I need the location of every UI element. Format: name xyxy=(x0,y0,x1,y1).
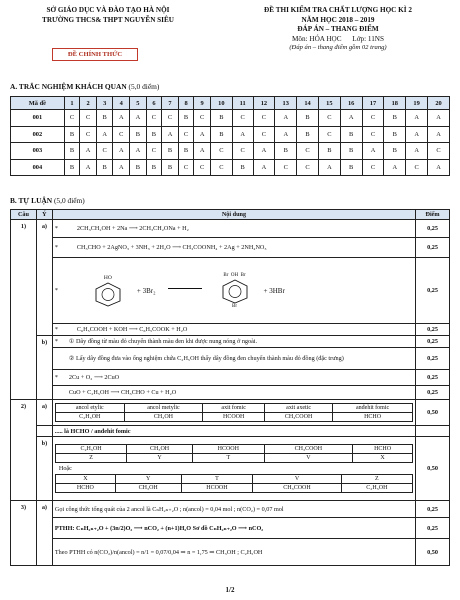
equation-text: C₆H₅COOH + KOH ⟶ C₆H₅COOK + H₂O xyxy=(76,326,188,333)
answer-cell: B xyxy=(384,143,406,160)
mc-header-question: 3 xyxy=(96,97,113,110)
bullet: * xyxy=(54,326,58,333)
answer-cell: B xyxy=(64,159,80,176)
answer-cell: C xyxy=(253,126,275,143)
part-label: a) xyxy=(36,220,52,336)
answer-cell: B xyxy=(146,159,162,176)
benzene-ring-icon xyxy=(220,278,250,304)
answer-cell: C xyxy=(232,143,253,160)
exam-code-cell: 001 xyxy=(11,110,65,127)
mc-header-question: 19 xyxy=(406,97,428,110)
mapping-table-1 xyxy=(55,444,413,463)
q1b-row-4 xyxy=(11,386,450,400)
points-cell: 0,25 xyxy=(416,324,450,336)
compound-formula-cell: HCOOH xyxy=(203,413,265,422)
answer-cell: A xyxy=(362,143,384,160)
answer-cell: A xyxy=(113,143,130,160)
mapping-table-2 xyxy=(55,474,413,493)
mapping-formula-cell: CH₃COOH xyxy=(264,445,352,454)
answer-cell: B xyxy=(210,126,232,143)
answer-cell: C xyxy=(113,126,130,143)
compound-name-cell: ancol etylic xyxy=(55,404,124,413)
section-a-points: (5,0 điểm) xyxy=(128,82,160,91)
answer-cell: C xyxy=(362,126,384,143)
exam-code-cell: 002 xyxy=(11,126,65,143)
exam-code-cell: 003 xyxy=(11,143,65,160)
empty-points-cell xyxy=(416,426,450,437)
part-label: a) xyxy=(36,501,52,566)
mc-header-question: 14 xyxy=(297,97,319,110)
answer-cell: C xyxy=(96,143,113,160)
part-label: b) xyxy=(36,336,52,400)
q1a-row-2 xyxy=(11,238,450,258)
section-a-heading xyxy=(10,82,159,91)
answer-cell: A xyxy=(130,110,147,127)
answer-cell: C xyxy=(232,110,253,127)
answer-cell: A xyxy=(194,126,211,143)
answer-cell: A xyxy=(80,143,97,160)
mc-header-question: 10 xyxy=(210,97,232,110)
answer-cell: C xyxy=(297,143,319,160)
answer-cell: A xyxy=(340,110,362,127)
compound-formula-cell: CH₃OH xyxy=(124,413,203,422)
mapping-letter-row xyxy=(55,454,412,463)
mapping-letter-cell: Z xyxy=(341,475,412,484)
mc-header-question: 2 xyxy=(80,97,97,110)
mapping-formula-row xyxy=(55,484,412,493)
answer-cell: B xyxy=(318,143,340,160)
answer-cell: A xyxy=(253,159,275,176)
q2a-note-row xyxy=(11,426,450,437)
answer-cell: B xyxy=(162,143,179,160)
points-cell: 0,25 xyxy=(416,238,450,258)
mc-header-question: 4 xyxy=(113,97,130,110)
bullet: * xyxy=(54,374,58,381)
identification-cell xyxy=(52,400,415,426)
equation-cell xyxy=(52,220,415,238)
points-cell: 0,25 xyxy=(416,370,450,386)
mc-header-question: 13 xyxy=(275,97,297,110)
answer-cell: A xyxy=(232,126,253,143)
mapping-formula-cell: C₂H₅OH xyxy=(55,445,126,454)
compound-name-row xyxy=(55,404,412,413)
q3-row-2 xyxy=(11,518,450,539)
school-name: TRƯỜNG THCS& THPT NGUYỄN SIÊU xyxy=(42,15,174,24)
mapping-formula-cell: CH₃OH xyxy=(115,484,181,493)
exam-code-cell: 004 xyxy=(11,159,65,176)
mapping-formula-cell: HCOOH xyxy=(192,445,264,454)
points-cell: 0,25 xyxy=(416,348,450,370)
mc-header-question: 7 xyxy=(162,97,179,110)
tribromophenol-structure: Br OH Br Br xyxy=(220,273,250,309)
answer-cell: C xyxy=(406,159,428,176)
answer-cell: C xyxy=(297,159,319,176)
page-number: 1/2 xyxy=(225,586,235,594)
q3-row-1 xyxy=(11,501,450,518)
mc-header-question: 5 xyxy=(130,97,147,110)
answer-cell: B xyxy=(130,159,147,176)
mapping-letter-cell: X xyxy=(353,454,413,463)
answer-cell: B xyxy=(96,159,113,176)
answer-cell: B xyxy=(130,126,147,143)
section-b-heading xyxy=(10,196,85,205)
answer-cell: B xyxy=(384,110,406,127)
mapping-formula-cell: C₂H₅OH xyxy=(341,484,412,493)
compound-name-cell: axit fomic xyxy=(203,404,265,413)
mc-header-question: 11 xyxy=(232,97,253,110)
question-number: 2) xyxy=(11,400,37,501)
compound-formula-cell: CH₃COOH xyxy=(265,413,333,422)
bullet: * xyxy=(54,225,58,232)
answer-cell: A xyxy=(406,143,428,160)
mapping-formula-cell: CH₃OH xyxy=(127,445,193,454)
mc-row xyxy=(11,126,450,143)
q1b-row-2 xyxy=(11,348,450,370)
answer-cell: B xyxy=(275,143,297,160)
answer-cell: A xyxy=(384,159,406,176)
answer-cell: B xyxy=(96,110,113,127)
points-cell: 0,25 xyxy=(416,336,450,348)
mc-row xyxy=(11,110,450,127)
points-cell: 0,25 xyxy=(416,258,450,324)
mapping-formula-cell: HCHO xyxy=(353,445,413,454)
part-label: b) xyxy=(36,437,52,501)
answer-cell: A xyxy=(428,126,450,143)
answer-cell: B xyxy=(297,126,319,143)
answer-cell: B xyxy=(178,110,194,127)
points-cell: 0,25 xyxy=(416,386,450,400)
answer-cell: C xyxy=(64,110,80,127)
answer-cell: A xyxy=(406,126,428,143)
compound-formula-cell: HCHO xyxy=(333,413,413,422)
subject-line: Môn: HÓA HỌC Lớp: 11NS xyxy=(292,34,384,43)
section-a-label: A. TRẮC NGHIỆM KHÁCH QUAN xyxy=(10,82,127,91)
q2a-row xyxy=(11,400,450,426)
q3-row-3 xyxy=(11,539,450,566)
answer-cell: B xyxy=(64,143,80,160)
answer-cell: C xyxy=(178,159,194,176)
answer-cell: C xyxy=(146,143,162,160)
mapping-letter-row xyxy=(55,475,412,484)
part-label: a) xyxy=(36,400,52,426)
mapping-formula-cell: CH₃COOH xyxy=(253,484,341,493)
points-cell: 0,50 xyxy=(416,539,450,566)
bullet: * xyxy=(54,244,58,251)
compound-formula-cell: C₂H₅OH xyxy=(55,413,124,422)
answer-cell: C xyxy=(194,110,211,127)
answer-cell: C xyxy=(428,143,450,160)
equation-text: 2Cu + O₂ ⟶ 2CuO xyxy=(68,374,120,381)
answer-cell: B xyxy=(232,159,253,176)
mc-header-question: 20 xyxy=(428,97,450,110)
equation-cell: * HO + 3Br₂ Br OH Br Br + 3HBr xyxy=(52,258,415,324)
phenol-structure: HO xyxy=(93,275,123,307)
essay-table xyxy=(10,209,450,566)
department-name: SỞ GIÁO DỤC VÀ ĐÀO TẠO HÀ NỘI xyxy=(46,6,170,14)
equation-cell xyxy=(52,370,415,386)
points-cell: 0,50 xyxy=(416,437,450,501)
compound-name-cell: ancol metylic xyxy=(124,404,203,413)
answer-cell: C xyxy=(318,110,340,127)
answer-cell: B xyxy=(384,126,406,143)
equation-cell xyxy=(52,324,415,336)
answer-cell: A xyxy=(253,143,275,160)
answer-cell: B xyxy=(340,143,362,160)
answer-cell: A xyxy=(194,143,211,160)
exam-title-block xyxy=(218,6,458,53)
question-number: 3) xyxy=(11,501,37,566)
equation-cell xyxy=(52,386,415,400)
answer-cell: A xyxy=(130,143,147,160)
answer-cell: C xyxy=(275,159,297,176)
mc-header-question: 8 xyxy=(178,97,194,110)
mapping-letter-cell: Y xyxy=(115,475,181,484)
mc-row xyxy=(11,159,450,176)
answer-cell: C xyxy=(318,126,340,143)
answer-cell: B xyxy=(178,143,194,160)
answer-cell: C xyxy=(210,143,232,160)
mapping-letter-cell: T xyxy=(181,475,253,484)
header-part: Ý xyxy=(36,210,52,220)
answer-cell: A xyxy=(275,126,297,143)
mapping-letter-cell: V xyxy=(264,454,352,463)
answer-cell: A xyxy=(113,110,130,127)
mapping-cell xyxy=(52,437,415,501)
answer-cell: C xyxy=(362,110,384,127)
mc-header-question: 18 xyxy=(384,97,406,110)
identification-table xyxy=(55,403,413,422)
bullet: * xyxy=(54,338,58,345)
points-cell: 0,25 xyxy=(416,220,450,238)
answer-cell: A xyxy=(162,126,179,143)
observation-cell xyxy=(52,348,415,370)
answer-cell: B xyxy=(297,110,319,127)
note-text: ..... là HCHO / anđehit fomic xyxy=(52,426,415,437)
observation-cell xyxy=(52,336,415,348)
answer-cell: B xyxy=(340,126,362,143)
answer-cell: C xyxy=(80,126,97,143)
points-cell: 0,50 xyxy=(416,400,450,426)
mapping-letter-cell: T xyxy=(192,454,264,463)
mc-header-question: 1 xyxy=(64,97,80,110)
equation-text: CuO + C₂H₅OH ⟶ CH₃CHO + Cu + H₂O xyxy=(68,389,177,396)
mapping-formula-cell: HCHO xyxy=(55,484,115,493)
issuer-block xyxy=(8,6,208,25)
header-content: Nội dung xyxy=(52,210,415,220)
points-cell: 0,25 xyxy=(416,518,450,539)
official-stamp: ĐỀ CHÍNH THỨC xyxy=(52,48,138,61)
mapping-formula-cell: HCOOH xyxy=(181,484,253,493)
compound-formula-row xyxy=(55,413,412,422)
calculation-text: Gọi công thức tổng quát của 2 ancol là CₙH₂ₙ₊₂O ; n(ancol) = 0,04 mol ; n(CO₂) = 0,07 mol xyxy=(52,501,415,518)
answer-cell: A xyxy=(275,110,297,127)
answer-cell: C xyxy=(80,110,97,127)
header-question: Câu xyxy=(11,210,37,220)
equation-text: 2CH₃CH₂OH + 2Na ⟶ 2CH₃CH₂ONa + H₂ xyxy=(76,225,189,232)
mc-header-row xyxy=(11,97,450,110)
answer-cell: C xyxy=(253,110,275,127)
multiple-choice-table xyxy=(10,96,450,176)
answer-cell: A xyxy=(113,159,130,176)
mc-header-code: Mã đề xyxy=(11,97,65,110)
question-number: 1) xyxy=(11,220,37,400)
q2b-row xyxy=(11,437,450,501)
mc-header-question: 17 xyxy=(362,97,384,110)
benzene-ring-icon xyxy=(93,281,123,307)
equation-text: CH₃CHO + 2AgNO₃ + 3NH₃ + 2H₂O ⟶ CH₃COONH₄ + 2Ag + 2NH₄NO₃ xyxy=(76,244,267,251)
answer-cell: A xyxy=(428,159,450,176)
mc-header-question: 9 xyxy=(194,97,211,110)
answer-cell: A xyxy=(406,110,428,127)
or-label: Hoặc xyxy=(58,465,72,472)
answer-cell: C xyxy=(194,159,211,176)
points-cell: 0,25 xyxy=(416,501,450,518)
mc-header-question: 15 xyxy=(318,97,340,110)
mc-row xyxy=(11,143,450,160)
answer-cell: B xyxy=(340,159,362,176)
q1b-row-1 xyxy=(11,336,450,348)
header-points: Điểm xyxy=(416,210,450,220)
compound-name-cell: axit axetic xyxy=(265,404,333,413)
equation-cell xyxy=(52,238,415,258)
answer-key-title: ĐÁP ÁN – THANG ĐIỂM xyxy=(297,25,379,33)
result-text: Theo PTHH có n(CO₂)/n(ancol) = n/1 = 0,07/0,04 ⇒ n = 1,75 ⇒ CH₃OH ; C₂H₅OH xyxy=(52,539,415,566)
answer-cell: C xyxy=(178,126,194,143)
mapping-letter-cell: Z xyxy=(55,454,126,463)
answer-cell: A xyxy=(80,159,97,176)
observation-text: ② Lấy dây đồng đưa vào ống nghiệm chứa C₂H₅OH thấy dây đồng đen chuyển thành màu đỏ đồng (đặc trưng) xyxy=(68,355,344,362)
mc-header-question: 12 xyxy=(253,97,275,110)
compound-name-cell: anđehit fomic xyxy=(333,404,413,413)
school-year: NĂM HỌC 2018 – 2019 xyxy=(301,15,375,24)
answer-cell: C xyxy=(210,159,232,176)
essay-header-row xyxy=(11,210,450,220)
answer-cell: A xyxy=(96,126,113,143)
bullet: * xyxy=(54,287,58,294)
section-b-label: B. TỰ LUẬN xyxy=(10,196,53,205)
mc-header-question: 16 xyxy=(340,97,362,110)
empty-part-cell xyxy=(36,426,52,437)
q1b-row-3 xyxy=(11,370,450,386)
section-b-points: (5,0 điểm) xyxy=(53,196,85,205)
answer-cell: B xyxy=(210,110,232,127)
answer-cell: B xyxy=(146,126,162,143)
exam-title: ĐỀ THI KIỂM TRA CHẤT LƯỢNG HỌC KÌ 2 xyxy=(264,6,412,14)
answer-cell: A xyxy=(318,159,340,176)
answer-cell: B xyxy=(64,126,80,143)
answer-cell: C xyxy=(162,110,179,127)
mapping-letter-cell: X xyxy=(55,475,115,484)
mapping-letter-cell: Y xyxy=(127,454,193,463)
answer-cell: A xyxy=(428,110,450,127)
answer-cell: C xyxy=(146,110,162,127)
answer-cell: B xyxy=(162,159,179,176)
mapping-letter-cell: V xyxy=(253,475,341,484)
page-count-note: (Đáp án – thang điểm gồm 02 trang) xyxy=(289,44,387,51)
q1a-row-1 xyxy=(11,220,450,238)
q1a-row-4 xyxy=(11,324,450,336)
mapping-formula-row xyxy=(55,445,412,454)
observation-text: ① Dây đồng từ màu đỏ chuyển thành màu đen khi được nung nóng ở ngoài. xyxy=(68,338,258,345)
answer-cell: C xyxy=(362,159,384,176)
mc-header-question: 6 xyxy=(146,97,162,110)
q1a-row-3 xyxy=(11,258,450,324)
reaction-text: PTHH: CₙH₂ₙ₊₂O + (3n/2)O₂ ⟶ nCO₂ + (n+1)H₂O Sơ đồ CₙH₂ₙ₊₂O ⟶ nCO₂ xyxy=(52,518,415,539)
